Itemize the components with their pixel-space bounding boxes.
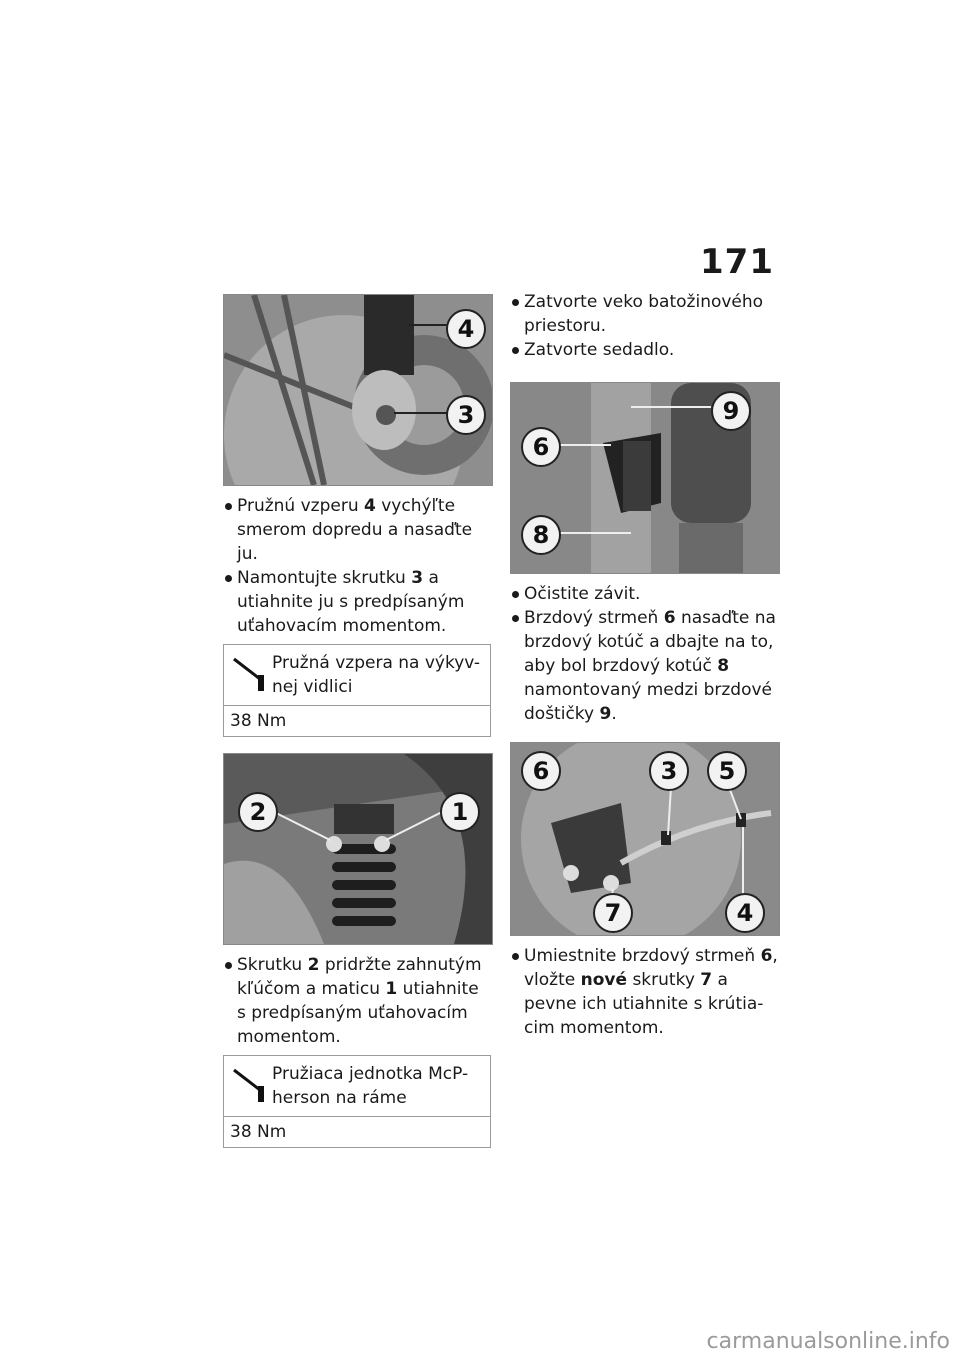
- torque-wrench-icon: [230, 651, 270, 695]
- list-item: Skrutku 2 pridržte zahnutým kľúčom a maticu 1 utiahnite s predpísaným uťahovacím momentom.: [223, 953, 491, 1049]
- torque-table-2: [223, 1055, 491, 1148]
- callout-8: 8: [521, 515, 561, 555]
- torque-value: 38 Nm: [230, 711, 287, 731]
- steps-list-4: [510, 582, 778, 726]
- steps-list-3: [510, 290, 778, 362]
- photo-shock-absorber-front: [223, 294, 493, 486]
- steps-list-5: [510, 944, 778, 1040]
- torque-table-1: [223, 644, 491, 737]
- page-number: 171: [700, 242, 774, 282]
- callout-5: 5: [707, 751, 747, 791]
- torque-label: Pružná vzpera na výkyv-nej vidlici: [272, 653, 481, 697]
- callout-9: 9: [711, 391, 751, 431]
- callout-7: 7: [593, 893, 633, 933]
- list-item: Namontujte skrutku 3 a utiahnite ju s predpísaným uťahovacím momentom.: [223, 566, 491, 638]
- list-item: Zatvorte sedadlo.: [510, 338, 778, 362]
- list-item: Zatvorte veko batožinového priestoru.: [510, 290, 778, 338]
- left-column: [223, 0, 491, 1148]
- list-item: Umiestnite brzdový strmeň 6, vložte nové skrutky 7 a pevne ich utiahnite s krútia-cim momentom.: [510, 944, 778, 1040]
- torque-wrench-icon: [230, 1062, 270, 1106]
- callout-6: 6: [521, 751, 561, 791]
- callout-3: 3: [446, 395, 486, 435]
- photo-brake-caliper-mount: [510, 382, 780, 574]
- callout-2: 2: [238, 792, 278, 832]
- callout-4: 4: [725, 893, 765, 933]
- right-column: [510, 290, 778, 1040]
- photo-spring-unit: [223, 753, 493, 945]
- callout-3: 3: [649, 751, 689, 791]
- list-item: Pružnú vzperu 4 vychýľte smerom dopredu a nasaďte ju.: [223, 494, 491, 566]
- torque-value: 38 Nm: [230, 1122, 287, 1142]
- list-item: Očistite závit.: [510, 582, 778, 606]
- callout-4: 4: [446, 309, 486, 349]
- callout-1: 1: [440, 792, 480, 832]
- photo-brake-caliper-bolts: [510, 742, 780, 936]
- list-item: Brzdový strmeň 6 nasaďte na brzdový kotúč a dbajte na to, aby bol brzdový kotúč 8 namontovaný medzi brzdové doštičky 9.: [510, 606, 778, 726]
- steps-list-2: [223, 953, 491, 1049]
- watermark: carmanualsonline.info: [706, 1329, 950, 1354]
- torque-label: Pružiaca jednotka McP-herson na ráme: [272, 1064, 469, 1108]
- callout-6: 6: [521, 427, 561, 467]
- steps-list-1: [223, 494, 491, 638]
